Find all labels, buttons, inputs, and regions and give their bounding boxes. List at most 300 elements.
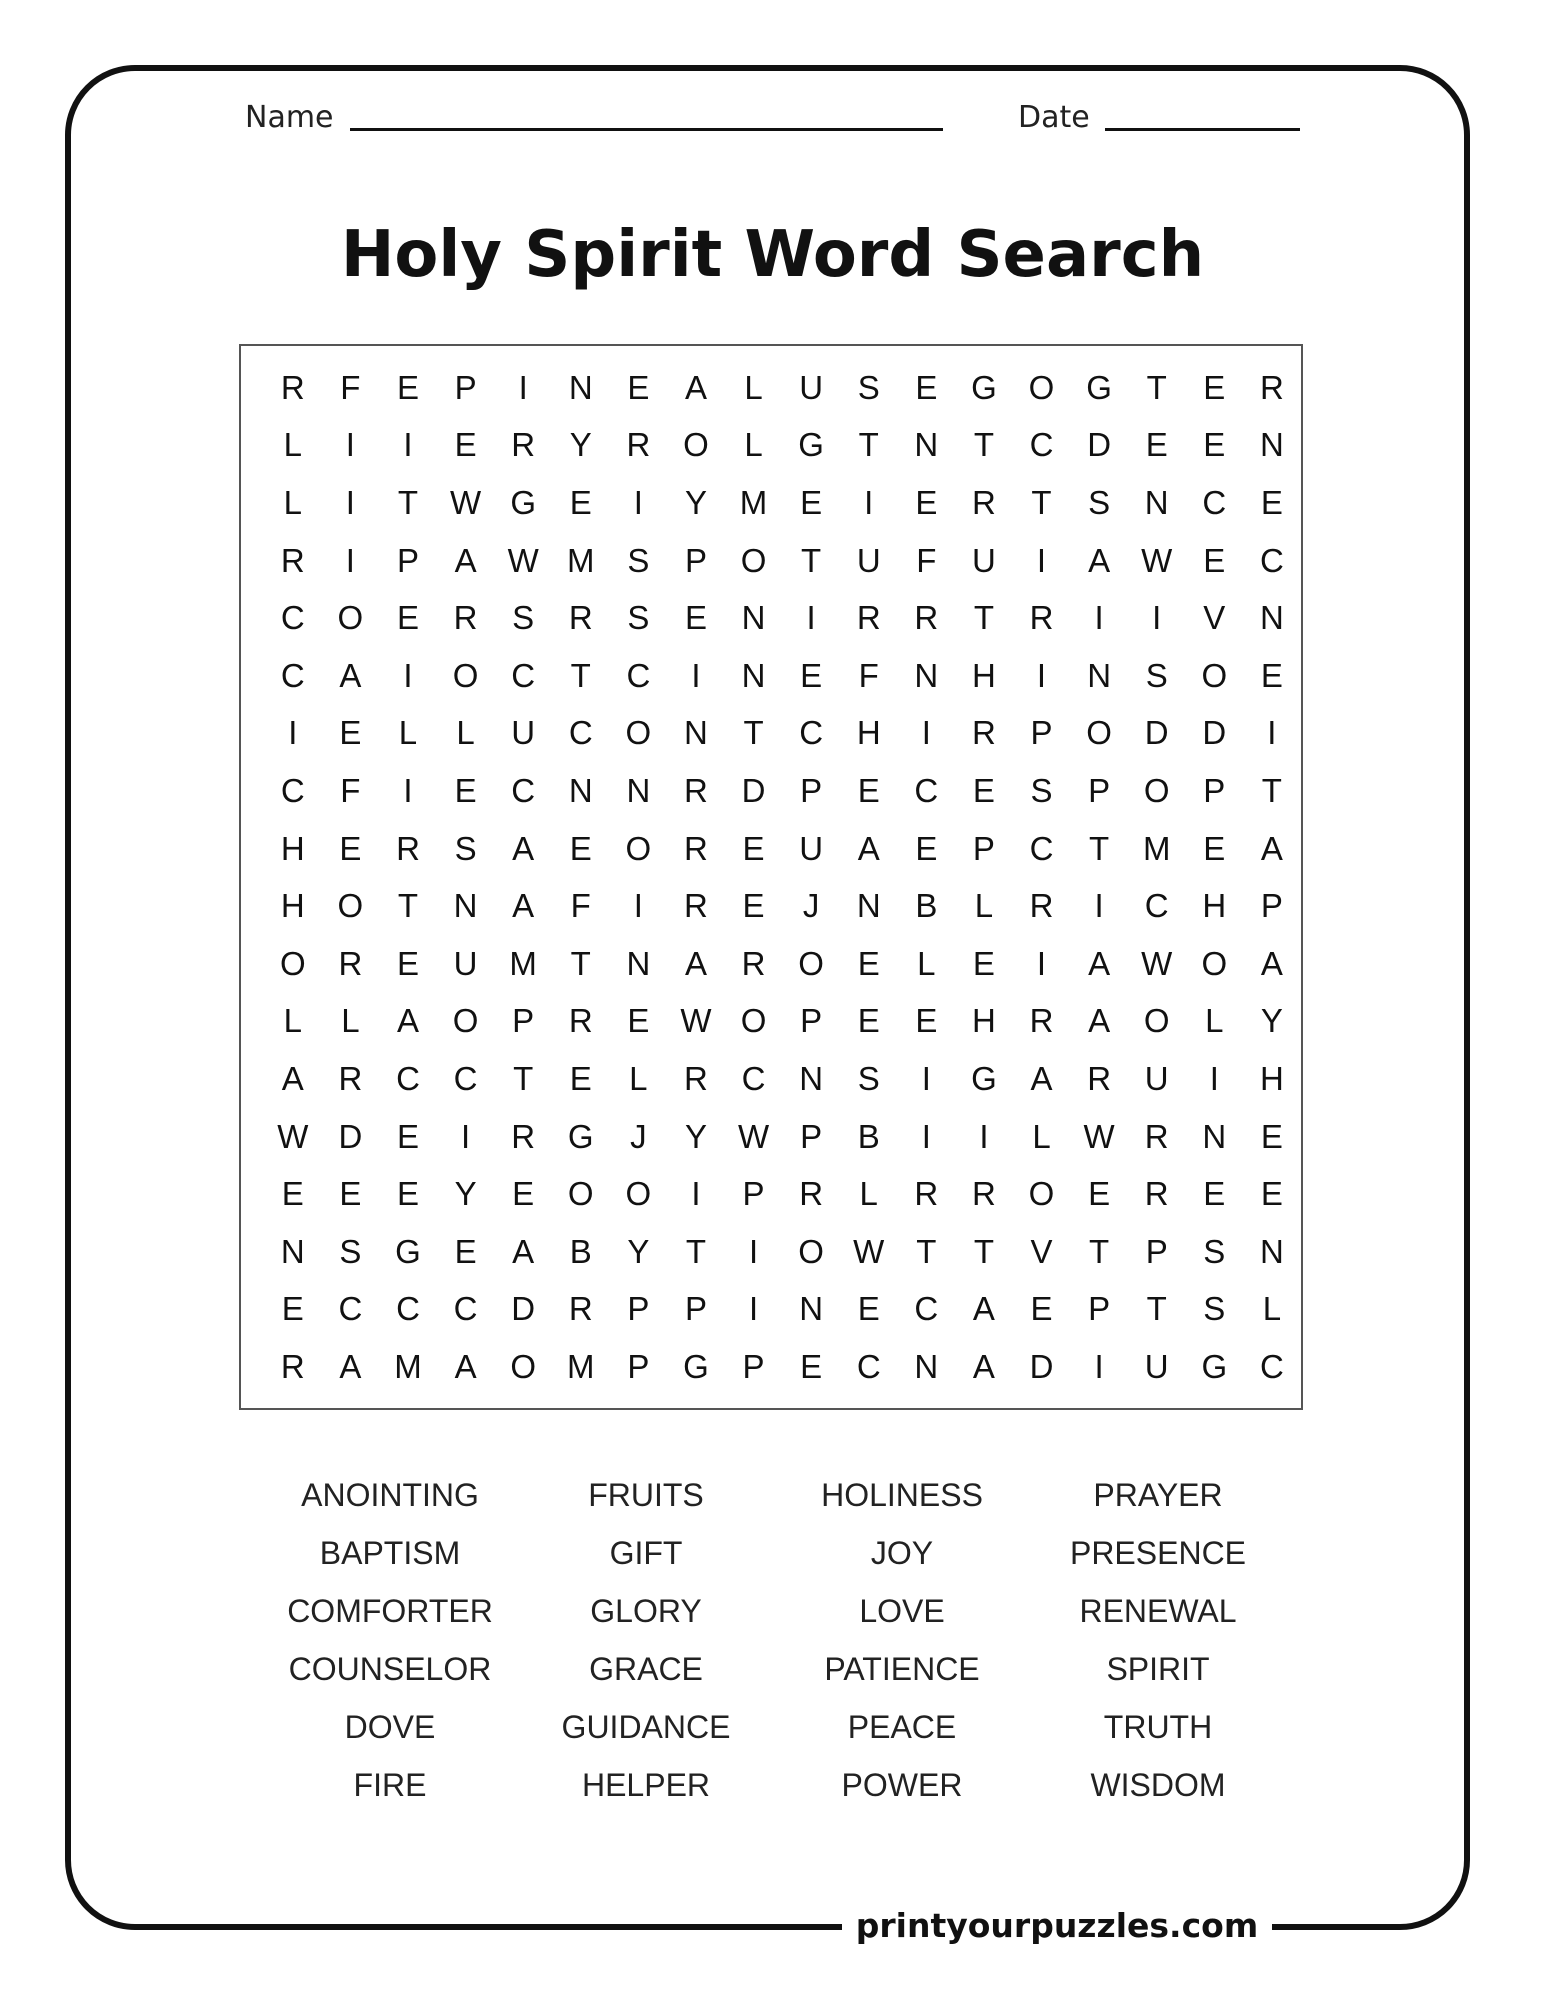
grid-letter: C bbox=[626, 656, 651, 694]
grid-letter: C bbox=[511, 656, 536, 694]
grid-letter: O bbox=[1201, 656, 1228, 694]
grid-letter: U bbox=[453, 944, 478, 982]
word-list-item: LOVE bbox=[859, 1592, 945, 1629]
grid-letter: I bbox=[691, 656, 701, 694]
grid-letter: I bbox=[1094, 887, 1104, 925]
grid-letter: N bbox=[1087, 656, 1112, 694]
grid-letter: L bbox=[1032, 1117, 1051, 1155]
grid-letter: R bbox=[1144, 1117, 1169, 1155]
grid-letter: R bbox=[684, 1059, 708, 1097]
grid-letter: R bbox=[1029, 1002, 1054, 1040]
grid-letter: F bbox=[570, 887, 591, 925]
grid-letter: E bbox=[684, 599, 707, 637]
grid-letter: A bbox=[1030, 1059, 1053, 1097]
grid-letter: R bbox=[914, 1175, 939, 1213]
grid-letter: A bbox=[1088, 944, 1111, 982]
grid-letter: G bbox=[510, 483, 536, 521]
grid-letter: H bbox=[1202, 887, 1227, 925]
grid-letter: N bbox=[741, 599, 766, 637]
grid-letter: A bbox=[454, 1347, 477, 1385]
grid-letter: G bbox=[971, 368, 997, 406]
grid-letter: L bbox=[917, 944, 936, 982]
grid-letter: C bbox=[1259, 1347, 1284, 1385]
grid-letter: U bbox=[1144, 1059, 1169, 1097]
grid-letter: E bbox=[454, 1232, 477, 1270]
word-list-item: PRESENCE bbox=[1069, 1534, 1247, 1571]
grid-letter: S bbox=[1203, 1232, 1226, 1270]
grid-letter: B bbox=[915, 887, 938, 925]
grid-letter: S bbox=[1030, 771, 1053, 809]
grid-letter: F bbox=[916, 541, 937, 579]
grid-letter: E bbox=[800, 483, 823, 521]
grid-letter: R bbox=[626, 426, 651, 464]
grid-letter: R bbox=[280, 1347, 305, 1385]
grid-letter: N bbox=[626, 771, 651, 809]
grid-letter: L bbox=[1262, 1290, 1282, 1328]
grid-letter: R bbox=[856, 599, 881, 637]
grid-letter: I bbox=[921, 714, 931, 752]
grid-letter: C bbox=[799, 714, 824, 752]
grid-letter: T bbox=[513, 1059, 534, 1097]
grid-letter: L bbox=[283, 426, 302, 464]
grid-letter: U bbox=[1144, 1347, 1169, 1385]
grid-letter: C bbox=[914, 1290, 939, 1328]
grid-letter: E bbox=[569, 483, 592, 521]
grid-letter: C bbox=[453, 1290, 478, 1328]
grid-letter: L bbox=[859, 1175, 878, 1213]
grid-letter: J bbox=[802, 887, 820, 925]
grid-letter: N bbox=[684, 714, 708, 752]
grid-letter: E bbox=[627, 1002, 650, 1040]
grid-letter: I bbox=[288, 714, 298, 752]
grid-letter: E bbox=[915, 483, 938, 521]
grid-letter: A bbox=[512, 829, 535, 867]
grid-letter: N bbox=[799, 1059, 824, 1097]
grid-letter: E bbox=[742, 829, 765, 867]
word-list-item: GLORY bbox=[590, 1592, 702, 1629]
grid-letter: N bbox=[568, 771, 593, 809]
grid-letter: L bbox=[744, 426, 763, 464]
grid-letter: R bbox=[1259, 368, 1284, 406]
grid-letter: S bbox=[627, 541, 650, 579]
grid-letter: I bbox=[748, 1290, 759, 1328]
grid-letter: V bbox=[1203, 599, 1226, 637]
grid-letter: D bbox=[741, 771, 766, 809]
grid-letter: M bbox=[394, 1347, 422, 1385]
grid-letter: G bbox=[1086, 368, 1112, 406]
grid-letter: R bbox=[914, 599, 939, 637]
grid-letter: U bbox=[799, 829, 824, 867]
grid-letter: F bbox=[340, 771, 361, 809]
grid-letter: I bbox=[345, 483, 355, 521]
grid-letter: O bbox=[337, 599, 364, 637]
grid-letter: H bbox=[972, 1002, 996, 1040]
grid-letter: R bbox=[684, 771, 708, 809]
puzzle-grid-box bbox=[239, 344, 1303, 1410]
grid-letter: I bbox=[633, 483, 643, 521]
grid-letter: T bbox=[973, 1232, 994, 1270]
grid-letter: N bbox=[856, 887, 881, 925]
grid-letter: W bbox=[737, 1117, 770, 1155]
grid-letter: O bbox=[625, 1175, 652, 1213]
grid-letter: N bbox=[1259, 1232, 1284, 1270]
grid-letter: W bbox=[1141, 541, 1173, 579]
grid-letter: R bbox=[1144, 1175, 1169, 1213]
grid-letter: T bbox=[570, 944, 591, 982]
grid-letter: L bbox=[629, 1059, 648, 1097]
grid-letter: A bbox=[1260, 944, 1283, 982]
grid-letter: C bbox=[914, 771, 939, 809]
grid-letter: W bbox=[507, 541, 539, 579]
grid-letter: E bbox=[1030, 1290, 1053, 1328]
grid-letter: R bbox=[1029, 599, 1054, 637]
grid-letter: A bbox=[454, 541, 477, 579]
grid-letter: O bbox=[1143, 771, 1170, 809]
grid-letter: E bbox=[1203, 426, 1226, 464]
grid-letter: Y bbox=[627, 1232, 650, 1270]
grid-letter: L bbox=[283, 1002, 302, 1040]
grid-letter: B bbox=[569, 1232, 592, 1270]
grid-letter: Y bbox=[569, 426, 592, 464]
grid-letter: I bbox=[921, 1117, 931, 1155]
grid-letter: O bbox=[1028, 368, 1055, 406]
grid-letter: H bbox=[972, 656, 996, 694]
grid-letter: E bbox=[1260, 483, 1283, 521]
grid-letter: E bbox=[339, 1175, 362, 1213]
word-list-item: COUNSELOR bbox=[288, 1650, 492, 1687]
grid-letter: U bbox=[511, 714, 536, 752]
word-list-item: DOVE bbox=[344, 1708, 436, 1745]
grid-letter: E bbox=[454, 771, 477, 809]
grid-letter: D bbox=[1087, 426, 1112, 464]
grid-letter: E bbox=[972, 944, 995, 982]
grid-letter: C bbox=[280, 771, 305, 809]
word-list-item: GIFT bbox=[609, 1534, 683, 1571]
grid-letter: T bbox=[397, 483, 419, 521]
grid-letter: I bbox=[806, 599, 816, 637]
grid-letter: I bbox=[1152, 599, 1162, 637]
grid-letter: N bbox=[280, 1232, 305, 1270]
grid-letter: C bbox=[453, 1059, 478, 1097]
grid-letter: M bbox=[567, 541, 595, 579]
grid-letter: W bbox=[450, 483, 482, 521]
grid-letter: I bbox=[403, 426, 413, 464]
grid-letter: M bbox=[567, 1347, 595, 1385]
grid-letter: V bbox=[1030, 1232, 1053, 1270]
grid-letter: E bbox=[1088, 1175, 1111, 1213]
grid-letter: A bbox=[281, 1059, 304, 1097]
grid-letter: R bbox=[511, 426, 536, 464]
grid-letter: T bbox=[1146, 368, 1167, 406]
grid-letter: D bbox=[338, 1117, 363, 1155]
word-list-item: PEACE bbox=[847, 1708, 957, 1745]
grid-letter: P bbox=[1260, 887, 1283, 925]
word-list-item: HELPER bbox=[581, 1766, 711, 1803]
grid-letter: F bbox=[340, 368, 361, 406]
grid-letter: O bbox=[337, 887, 364, 925]
grid-letter: E bbox=[1203, 1175, 1226, 1213]
grid-letter: Y bbox=[684, 483, 707, 521]
word-list-item: PRAYER bbox=[1093, 1476, 1223, 1513]
grid-letter: R bbox=[1087, 1059, 1112, 1097]
grid-letter: G bbox=[1201, 1347, 1228, 1385]
grid-letter: D bbox=[1144, 714, 1169, 752]
grid-letter: W bbox=[1141, 944, 1173, 982]
grid-letter: J bbox=[630, 1117, 647, 1155]
word-list-item: TRUTH bbox=[1103, 1708, 1213, 1745]
grid-letter: E bbox=[857, 1002, 880, 1040]
grid-letter: E bbox=[1145, 426, 1168, 464]
grid-letter: S bbox=[339, 1232, 362, 1270]
grid-letter: M bbox=[739, 483, 768, 521]
puzzle-grid bbox=[264, 359, 1301, 1396]
word-list-item: FIRE bbox=[353, 1766, 427, 1803]
grid-letter: U bbox=[856, 541, 881, 579]
grid-letter: E bbox=[915, 829, 938, 867]
grid-letter: A bbox=[339, 656, 362, 694]
grid-letter: N bbox=[914, 1347, 939, 1385]
grid-letter: W bbox=[277, 1117, 309, 1155]
grid-letter: A bbox=[684, 944, 707, 982]
grid-letter: E bbox=[1260, 1117, 1283, 1155]
grid-letter: E bbox=[396, 944, 419, 982]
grid-letter: L bbox=[974, 887, 994, 925]
grid-letter: E bbox=[915, 368, 938, 406]
grid-letter: P bbox=[627, 1347, 650, 1385]
grid-letter: S bbox=[1145, 656, 1168, 694]
grid-letter: D bbox=[511, 1290, 536, 1328]
grid-letter: D bbox=[1202, 714, 1227, 752]
grid-letter: I bbox=[1094, 1347, 1104, 1385]
grid-letter: E bbox=[339, 714, 362, 752]
word-list-item: ANOINTING bbox=[301, 1476, 479, 1513]
grid-letter: E bbox=[569, 1059, 592, 1097]
grid-letter: O bbox=[510, 1347, 536, 1385]
grid-letter: P bbox=[684, 541, 707, 579]
grid-letter: E bbox=[800, 656, 823, 694]
grid-letter: O bbox=[625, 714, 652, 752]
grid-letter: N bbox=[1259, 599, 1284, 637]
grid-letter: C bbox=[396, 1059, 420, 1097]
grid-letter: E bbox=[281, 1290, 304, 1328]
grid-letter: I bbox=[403, 771, 413, 809]
grid-letter: R bbox=[511, 1117, 536, 1155]
grid-letter: G bbox=[395, 1232, 421, 1270]
grid-letter: D bbox=[1029, 1347, 1054, 1385]
name-line bbox=[350, 128, 943, 131]
grid-letter: I bbox=[345, 426, 355, 464]
grid-letter: E bbox=[627, 368, 650, 406]
grid-letter: Y bbox=[1260, 1002, 1283, 1040]
grid-letter: E bbox=[454, 426, 477, 464]
grid-letter: A bbox=[972, 1290, 995, 1328]
grid-letter: R bbox=[972, 714, 996, 752]
grid-letter: O bbox=[683, 426, 709, 464]
word-list-item: BAPTISM bbox=[319, 1534, 461, 1571]
grid-letter: A bbox=[1260, 829, 1283, 867]
grid-letter: C bbox=[1202, 483, 1227, 521]
footer-website: printyourpuzzles.com bbox=[855, 1905, 1259, 1945]
grid-letter: C bbox=[338, 1290, 363, 1328]
grid-letter: A bbox=[857, 829, 880, 867]
grid-letter: P bbox=[396, 541, 419, 579]
grid-letter: O bbox=[1086, 714, 1112, 752]
grid-letter: E bbox=[800, 1347, 823, 1385]
grid-letter: A bbox=[339, 1347, 362, 1385]
grid-letter: P bbox=[627, 1290, 650, 1328]
grid-letter: T bbox=[743, 714, 764, 752]
grid-letter: Y bbox=[684, 1117, 707, 1155]
grid-letter: C bbox=[1144, 887, 1169, 925]
grid-letter: R bbox=[453, 599, 478, 637]
name-label: Name bbox=[245, 100, 334, 135]
grid-letter: P bbox=[800, 771, 823, 809]
word-list-item: RENEWAL bbox=[1079, 1592, 1237, 1629]
grid-letter: E bbox=[1260, 1175, 1283, 1213]
grid-letter: T bbox=[858, 426, 879, 464]
grid-letter: W bbox=[680, 1002, 712, 1040]
grid-letter: E bbox=[1203, 829, 1226, 867]
date-label: Date bbox=[1018, 100, 1090, 135]
grid-letter: S bbox=[1088, 483, 1111, 521]
grid-letter: O bbox=[740, 541, 767, 579]
grid-letter: P bbox=[1030, 714, 1053, 752]
grid-letter: R bbox=[568, 1002, 593, 1040]
grid-letter: G bbox=[971, 1059, 997, 1097]
grid-letter: I bbox=[691, 1175, 701, 1213]
grid-letter: Y bbox=[454, 1175, 477, 1213]
grid-letter: O bbox=[567, 1175, 594, 1213]
grid-letter: I bbox=[345, 541, 355, 579]
grid-letter: T bbox=[570, 656, 591, 694]
date-line bbox=[1105, 128, 1300, 131]
word-list-item: COMFORTER bbox=[287, 1592, 493, 1629]
grid-letter: A bbox=[512, 887, 535, 925]
grid-letter: P bbox=[742, 1347, 765, 1385]
word-list-item: FRUITS bbox=[588, 1476, 704, 1513]
grid-letter: S bbox=[857, 368, 880, 406]
grid-letter: R bbox=[972, 483, 996, 521]
grid-letter: I bbox=[864, 483, 874, 521]
grid-letter: N bbox=[453, 887, 478, 925]
grid-letter: G bbox=[683, 1347, 709, 1385]
grid-letter: A bbox=[396, 1002, 419, 1040]
grid-letter: P bbox=[1203, 771, 1226, 809]
word-list-item: GUIDANCE bbox=[561, 1708, 731, 1745]
grid-letter: R bbox=[741, 944, 766, 982]
grid-letter: I bbox=[633, 887, 643, 925]
grid-letter: P bbox=[512, 1002, 535, 1040]
grid-letter: C bbox=[856, 1347, 881, 1385]
grid-letter: T bbox=[1089, 1232, 1110, 1270]
grid-letter: E bbox=[396, 1117, 419, 1155]
grid-letter: L bbox=[744, 368, 763, 406]
grid-letter: T bbox=[685, 1232, 707, 1270]
grid-letter: I bbox=[1209, 1059, 1219, 1097]
grid-letter: I bbox=[460, 1117, 471, 1155]
grid-letter: N bbox=[1144, 483, 1169, 521]
grid-letter: C bbox=[396, 1290, 420, 1328]
grid-letter: A bbox=[1088, 541, 1111, 579]
grid-letter: E bbox=[396, 368, 419, 406]
grid-letter: P bbox=[684, 1290, 707, 1328]
grid-letter: R bbox=[1029, 887, 1054, 925]
grid-letter: P bbox=[742, 1175, 765, 1213]
grid-letter: R bbox=[972, 1175, 996, 1213]
grid-letter: C bbox=[1259, 541, 1284, 579]
grid-letter: I bbox=[748, 1232, 759, 1270]
word-list-item: JOY bbox=[870, 1534, 934, 1571]
grid-letter: N bbox=[741, 656, 766, 694]
grid-letter: R bbox=[568, 1290, 593, 1328]
grid-letter: C bbox=[1029, 829, 1054, 867]
grid-letter: R bbox=[568, 599, 593, 637]
grid-letter: R bbox=[396, 829, 420, 867]
grid-letter: P bbox=[454, 368, 477, 406]
grid-letter: C bbox=[511, 771, 536, 809]
grid-letter: E bbox=[281, 1175, 304, 1213]
page-title: Holy Spirit Word Search bbox=[340, 218, 1205, 292]
grid-letter: A bbox=[1088, 1002, 1111, 1040]
grid-letter: S bbox=[857, 1059, 880, 1097]
grid-letter: W bbox=[853, 1232, 885, 1270]
grid-letter: E bbox=[1203, 368, 1226, 406]
grid-letter: M bbox=[509, 944, 537, 982]
grid-letter: O bbox=[1201, 944, 1228, 982]
grid-letter: I bbox=[1036, 944, 1047, 982]
grid-letter: O bbox=[452, 656, 479, 694]
grid-letter: R bbox=[280, 368, 305, 406]
grid-letter: E bbox=[742, 887, 765, 925]
grid-letter: O bbox=[1143, 1002, 1170, 1040]
grid-letter: I bbox=[1267, 714, 1277, 752]
grid-letter: I bbox=[1094, 599, 1104, 637]
grid-letter: P bbox=[1145, 1232, 1168, 1270]
grid-letter: C bbox=[568, 714, 593, 752]
grid-letter: E bbox=[972, 771, 995, 809]
grid-letter: H bbox=[856, 714, 881, 752]
grid-letter: T bbox=[1146, 1290, 1167, 1328]
grid-letter: C bbox=[1029, 426, 1054, 464]
grid-letter: O bbox=[279, 944, 306, 982]
grid-letter: R bbox=[338, 944, 363, 982]
grid-letter: N bbox=[914, 656, 939, 694]
grid-letter: E bbox=[857, 944, 880, 982]
grid-letter: O bbox=[1028, 1175, 1055, 1213]
grid-letter: C bbox=[741, 1059, 766, 1097]
grid-letter: T bbox=[1031, 483, 1052, 521]
grid-letter: I bbox=[1036, 656, 1047, 694]
grid-letter: P bbox=[800, 1117, 823, 1155]
grid-letter: G bbox=[567, 1117, 594, 1155]
grid-letter: C bbox=[280, 656, 305, 694]
grid-letter: I bbox=[1036, 541, 1047, 579]
grid-letter: T bbox=[916, 1232, 937, 1270]
grid-letter: N bbox=[626, 944, 651, 982]
grid-letter: E bbox=[396, 599, 419, 637]
grid-letter: O bbox=[798, 1232, 824, 1270]
grid-letter: H bbox=[280, 887, 305, 925]
grid-letter: I bbox=[921, 1059, 931, 1097]
word-list-item: POWER bbox=[841, 1766, 963, 1803]
grid-letter: U bbox=[972, 541, 996, 579]
grid-letter: G bbox=[798, 426, 824, 464]
grid-letter: N bbox=[1202, 1117, 1227, 1155]
grid-letter: L bbox=[283, 483, 302, 521]
word-list-item: HOLINESS bbox=[821, 1476, 983, 1513]
grid-letter: S bbox=[512, 599, 535, 637]
grid-letter: R bbox=[338, 1059, 363, 1097]
